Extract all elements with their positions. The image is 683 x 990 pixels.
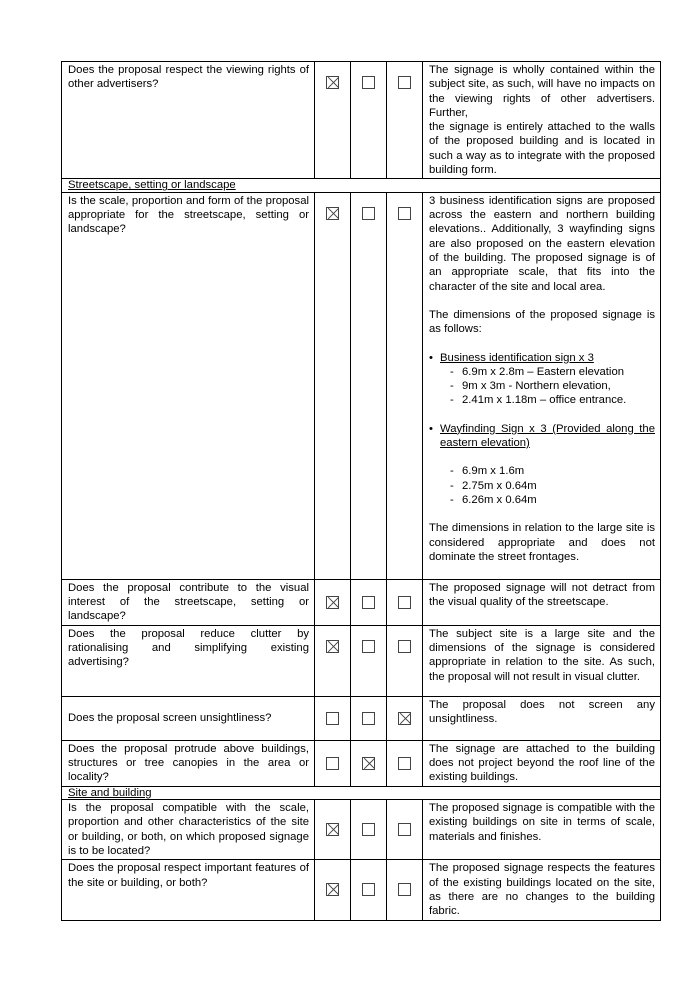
checkbox-yes[interactable] (326, 712, 339, 725)
question-cell: Does the proposal reduce clutter by rationalising and simplifying existing advertising? (62, 625, 315, 696)
table-row (62, 860, 661, 920)
question-cell: Does the proposal contribute to the visual interest of the streetscape, setting or landscape? (62, 579, 315, 625)
checkbox-no[interactable] (362, 883, 375, 896)
list-item: - 9m x 3m - Northern elevation, (440, 379, 655, 393)
checkbox-no[interactable] (362, 712, 375, 725)
response-cell: The proposed signage respects the features of the existing buildings located on the site, as there are no changes to the building fabric. (423, 860, 661, 920)
response-text: The dimensions of the proposed signage is as follows: (429, 308, 655, 336)
checkbox-no[interactable] (362, 757, 375, 770)
table-row (62, 740, 661, 786)
response-cell: The proposed signage will not detract from the visual quality of the streetscape. (423, 579, 661, 625)
table-row (62, 696, 661, 740)
section-heading: Site and building (68, 786, 152, 799)
question-cell: Does the proposal respect the viewing rights of other advertisers? (62, 62, 315, 179)
checkbox-no[interactable] (362, 207, 375, 220)
checkbox-yes[interactable] (326, 757, 339, 770)
table-row (62, 192, 661, 579)
response-text: 3 business identification signs are proposed across the eastern and northern building elevations.. Additionally, 3 wayfinding signs are also proposed on the eastern elevation of the building. The proposed signage is of an appropriate scale, that fits into the character of the site and local area. (429, 194, 655, 293)
list-item: - 6.26m x 0.64m (440, 493, 655, 507)
signage-list (429, 422, 655, 507)
checkbox-na[interactable] (398, 640, 411, 653)
list-item: • Wayfinding Sign x 3 (Provided along the eastern elevation) - 6.9m x 1.6m - 2.75m x 0.64m - 6.26m x 0.64m (429, 422, 655, 507)
checkbox-no[interactable] (362, 596, 375, 609)
response-text: the signage is entirely attached to the walls of the proposed building and is located in such a way as to integrate with the proposed building form. (429, 121, 655, 177)
checkbox-na[interactable] (398, 596, 411, 609)
question-cell: Does the proposal screen unsightliness? (62, 696, 315, 740)
assessment-table (61, 61, 661, 921)
list-item: - 2.41m x 1.18m – office entrance. (440, 393, 655, 407)
checkbox-na[interactable] (398, 207, 411, 220)
checkbox-no[interactable] (362, 76, 375, 89)
response-cell (423, 192, 661, 579)
question-cell: Does the proposal protrude above buildings, structures or tree canopies in the area or locality? (62, 740, 315, 786)
checkbox-na[interactable] (398, 757, 411, 770)
response-cell: The subject site is a large site and the dimensions of the signage is considered appropriate in relation to the site. As such, the proposal will not result in visual clutter. (423, 625, 661, 696)
checkbox-yes[interactable] (326, 883, 339, 896)
checkbox-yes[interactable] (326, 596, 339, 609)
list-item: • Business identification sign x 3 - 6.9m x 2.8m – Eastern elevation - 9m x 3m - Northern elevation, - 2.41m x 1.18m – office entrance. (429, 351, 655, 408)
list-item: - 2.75m x 0.64m (440, 479, 655, 493)
table-row (62, 625, 661, 696)
table-row (62, 800, 661, 860)
table-row (62, 62, 661, 179)
response-cell: The proposal does not screen any unsightliness. (423, 696, 661, 740)
checkbox-na[interactable] (398, 712, 411, 725)
checkbox-na[interactable] (398, 883, 411, 896)
checkbox-no[interactable] (362, 640, 375, 653)
question-cell: Is the proposal compatible with the scale, proportion and other characteristics of the site or building, or both, on which proposed signage is to be located? (62, 800, 315, 860)
section-row (62, 786, 661, 800)
checkbox-yes[interactable] (326, 76, 339, 89)
signage-list (429, 351, 655, 408)
question-cell: Does the proposal respect important features of the site or building, or both? (62, 860, 315, 920)
list-item: - 6.9m x 1.6m (440, 464, 655, 478)
checkbox-na[interactable] (398, 76, 411, 89)
checkbox-no[interactable] (362, 823, 375, 836)
section-heading: Streetscape, setting or landscape (68, 179, 236, 192)
list-item: - 6.9m x 2.8m – Eastern elevation (440, 365, 655, 379)
question-cell: Is the scale, proportion and form of the proposal appropriate for the streetscape, setting or landscape? (62, 192, 315, 579)
table-row (62, 579, 661, 625)
checkbox-na[interactable] (398, 823, 411, 836)
section-row (62, 179, 661, 193)
checkbox-yes[interactable] (326, 640, 339, 653)
response-text: The signage is wholly contained within the subject site, as such, will have no impacts on the viewing rights of other advertisers. Further, (429, 64, 655, 119)
response-cell (423, 62, 661, 179)
response-cell: The signage are attached to the building does not project beyond the roof line of the existing buildings. (423, 740, 661, 786)
response-text: The dimensions in relation to the large site is considered appropriate and does not dominate the street frontages. (429, 522, 655, 563)
checkbox-yes[interactable] (326, 823, 339, 836)
checkbox-yes[interactable] (326, 207, 339, 220)
response-cell: The proposed signage is compatible with the existing buildings on site in terms of scale, materials and finishes. (423, 800, 661, 860)
